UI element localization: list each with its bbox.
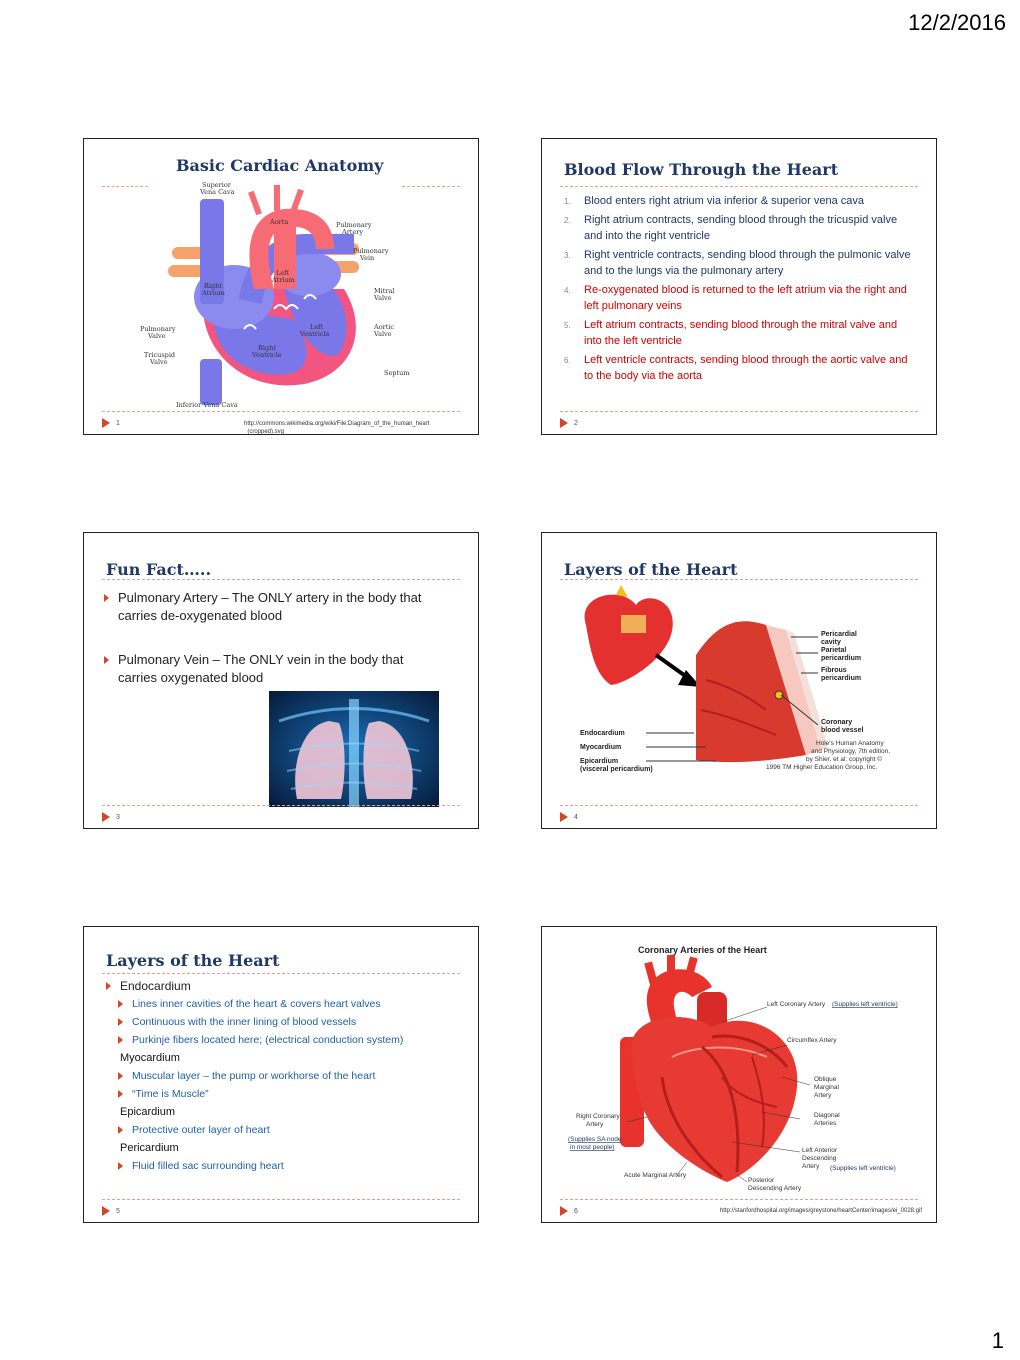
footer-rule [560, 1199, 918, 1200]
list-item: Pulmonary Artery – The ONLY artery in the body that carries de-oxygenated blood [102, 589, 438, 625]
svg-text:Valve: Valve [374, 294, 392, 302]
svg-text:Left Coronary Artery: Left Coronary Artery [767, 1001, 826, 1008]
svg-text:Atrium: Atrium [272, 276, 295, 284]
step-item: 2. Right atrium contracts, sending blood through the tricuspid valve and into the right ventricle [564, 214, 898, 242]
slide-4-layers-of-heart-diagram [541, 532, 937, 829]
svg-text:Aortic: Aortic [374, 323, 395, 331]
list-item: Muscular layer – the pump or workhorse of the heart [116, 1067, 464, 1085]
list-item: “Time is Muscle” [116, 1085, 464, 1103]
svg-text:Valve: Valve [374, 330, 392, 338]
svg-text:Right: Right [258, 344, 276, 352]
svg-text:blood vessel: blood vessel [821, 727, 864, 734]
svg-text:Fibrous: Fibrous [821, 667, 847, 674]
svg-text:Vein: Vein [360, 254, 375, 262]
footer-rule [560, 805, 918, 806]
svg-text:by Shier, et al. copyright ©: by Shier, et al. copyright © [806, 756, 882, 763]
svg-text:Ventricle: Ventricle [300, 330, 330, 338]
svg-text:Left: Left [310, 323, 324, 331]
slide-title: Fun Fact….. [106, 560, 212, 579]
list-item: Myocardium [120, 1052, 180, 1064]
svg-text:Artery: Artery [586, 1121, 604, 1128]
footer-arrow-icon [102, 418, 110, 428]
svg-text:pericardium: pericardium [821, 675, 862, 682]
slide-title: Layers of the Heart [564, 560, 738, 579]
svg-text:(visceral pericardium): (visceral pericardium) [580, 766, 653, 773]
slide-2-blood-flow [541, 138, 937, 435]
svg-text:Mitral: Mitral [374, 287, 395, 295]
svg-text:Diagonal: Diagonal [814, 1112, 840, 1119]
svg-text:Left: Left [276, 269, 290, 277]
heart-layers-diagram [566, 585, 906, 800]
title-rule [560, 579, 918, 580]
title-rule [102, 973, 460, 974]
footer-arrow-icon [102, 812, 110, 822]
svg-text:Descending: Descending [802, 1155, 837, 1162]
list-item: Pericardium [120, 1142, 179, 1154]
svg-text:Artery: Artery [814, 1092, 832, 1099]
svg-text:in most people): in most people) [570, 1144, 615, 1151]
bullet-arrow-icon [118, 1000, 123, 1008]
list-item: Endocardium [104, 977, 464, 995]
image-source: http://stanfordhospital.org/images/greystone/heartCenter/images/ei_0028.gif [719, 1208, 922, 1214]
coronary-arteries-diagram [552, 937, 932, 1195]
blood-flow-steps [562, 193, 912, 387]
svg-text:Right Coronary: Right Coronary [576, 1113, 620, 1120]
list-item: Lines inner cavities of the heart & covers heart valves [116, 995, 464, 1013]
svg-text:Artery: Artery [802, 1163, 820, 1170]
footer-rule [560, 411, 918, 412]
svg-text:Acute Marginal Artery: Acute Marginal Artery [624, 1172, 687, 1179]
layers-list [104, 977, 464, 1175]
svg-text:Pericardial: Pericardial [821, 631, 857, 638]
bullet-arrow-icon [118, 1090, 123, 1098]
svg-text:1996 TM Higher Education Group: 1996 TM Higher Education Group, Inc. [766, 764, 878, 771]
svg-text:Myocardium: Myocardium [580, 744, 622, 751]
step-item: 1. Blood enters right atrium via inferior & superior vena cava [564, 195, 865, 207]
svg-text:Descending Artery: Descending Artery [748, 1185, 802, 1192]
svg-text:Atrium: Atrium [202, 289, 225, 297]
bullet-arrow-icon [104, 656, 109, 664]
svg-text:Aorta: Aorta [270, 218, 289, 226]
svg-text:Pulmonary: Pulmonary [336, 221, 372, 229]
slide-6-coronary-arteries [541, 926, 937, 1223]
svg-text:Arteries: Arteries [814, 1120, 837, 1127]
svg-text:(Supplies left ventricle): (Supplies left ventricle) [832, 1001, 898, 1008]
svg-text:(Supplies left ventricle): (Supplies left ventricle) [830, 1165, 896, 1172]
svg-text:pericardium: pericardium [821, 655, 862, 662]
slide-title: Basic Cardiac Anatomy [176, 156, 384, 175]
svg-text:Parietal: Parietal [821, 647, 847, 654]
slide-number: 3 [116, 814, 120, 821]
svg-text:Marginal: Marginal [814, 1084, 839, 1091]
footer-arrow-icon [560, 812, 568, 822]
page-date: 12/2/2016 [908, 10, 1006, 35]
step-item: 3. Right ventricle contracts, sending blood through the pulmonic valve and to the lungs via the pulmonary artery [564, 249, 911, 277]
svg-text:Pulmonary: Pulmonary [353, 247, 389, 255]
bullet-arrow-icon [118, 1036, 123, 1044]
svg-text:Posterior: Posterior [748, 1177, 775, 1184]
svg-text:Hole's Human Anatomy: Hole's Human Anatomy [816, 740, 884, 747]
svg-text:Oblique: Oblique [814, 1076, 837, 1083]
svg-text:Valve: Valve [148, 332, 166, 340]
svg-text:Left Anterior: Left Anterior [802, 1147, 838, 1154]
bullet-arrow-icon [104, 594, 109, 602]
svg-text:(Supplies SA node: (Supplies SA node [568, 1136, 622, 1143]
list-item: Pulmonary Vein – The ONLY vein in the body that carries oxygenated blood [102, 651, 438, 687]
lungs-image [269, 691, 439, 807]
slide-number: 5 [116, 1208, 120, 1215]
footer-arrow-icon [560, 418, 568, 428]
bullet-arrow-icon [118, 1162, 123, 1170]
svg-text:Pulmonary: Pulmonary [140, 325, 176, 333]
svg-text:Vena Cava: Vena Cava [200, 188, 235, 196]
svg-text:Coronary: Coronary [821, 719, 853, 726]
list-item: Continuous with the inner lining of blood vessels [116, 1013, 464, 1031]
svg-text:Ventricle: Ventricle [252, 351, 282, 359]
bullet-arrow-icon [118, 1072, 123, 1080]
slide-1-basic-cardiac-anatomy [83, 138, 479, 435]
title-rule [102, 579, 460, 580]
svg-text:and Physiology, 7th edition,: and Physiology, 7th edition, [811, 748, 891, 755]
list-item: Purkinje fibers located here; (electrical conduction system) [116, 1031, 464, 1049]
list-item: Fluid filled sac surrounding heart [116, 1157, 464, 1175]
svg-text:Valve: Valve [150, 358, 168, 366]
page-number: 1 [991, 1328, 1004, 1353]
svg-text:Septum: Septum [384, 369, 410, 377]
footer-rule [102, 411, 460, 412]
slide-title: Layers of the Heart [106, 951, 280, 970]
step-item: 4. Re-oxygenated blood is returned to the left atrium via the right and left pulmonary veins [564, 284, 907, 312]
svg-text:Circumflex Artery: Circumflex Artery [787, 1037, 837, 1044]
svg-text:Artery: Artery [342, 228, 364, 236]
footer-arrow-icon [102, 1206, 110, 1216]
slide-number: 1 [116, 420, 120, 427]
slide-number: 4 [574, 814, 578, 821]
image-source: http://commons.wikimedia.org/wiki/File:Diagram_of_the_human_heart _(cropped).svg [244, 421, 430, 435]
slide-3-fun-fact [83, 532, 479, 829]
footer-arrow-icon [560, 1206, 568, 1216]
slide-number: 6 [574, 1208, 578, 1215]
svg-text:Endocardium: Endocardium [580, 730, 625, 737]
step-item: 6. Left ventricle contracts, sending blood through the aortic valve and to the body via the aorta [564, 354, 908, 382]
svg-text:Superior: Superior [202, 181, 231, 189]
slide-title: Blood Flow Through the Heart [564, 160, 839, 179]
step-item: 5. Left atrium contracts, sending blood through the mitral valve and into the left ventricle [564, 319, 898, 347]
title-rule [560, 186, 918, 187]
svg-text:Epicardium: Epicardium [580, 758, 619, 765]
svg-text:Coronary Arteries of the Heart: Coronary Arteries of the Heart [638, 945, 767, 955]
bullet-arrow-icon [106, 982, 111, 990]
bullet-arrow-icon [118, 1018, 123, 1026]
slide-5-layers-of-heart-text [83, 926, 479, 1223]
list-item: Epicardium [120, 1106, 176, 1118]
svg-text:cavity: cavity [821, 639, 841, 646]
svg-text:Right: Right [204, 282, 222, 290]
list-item: Protective outer layer of heart [116, 1121, 464, 1139]
slide-number: 2 [574, 420, 578, 427]
heart-anatomy-diagram [134, 179, 424, 415]
footer-rule [102, 1199, 460, 1200]
bullet-arrow-icon [118, 1126, 123, 1134]
svg-text:Inferior Vena Cava: Inferior Vena Cava [176, 401, 238, 409]
svg-text:Tricuspid: Tricuspid [144, 351, 176, 359]
footer-rule [102, 805, 460, 806]
